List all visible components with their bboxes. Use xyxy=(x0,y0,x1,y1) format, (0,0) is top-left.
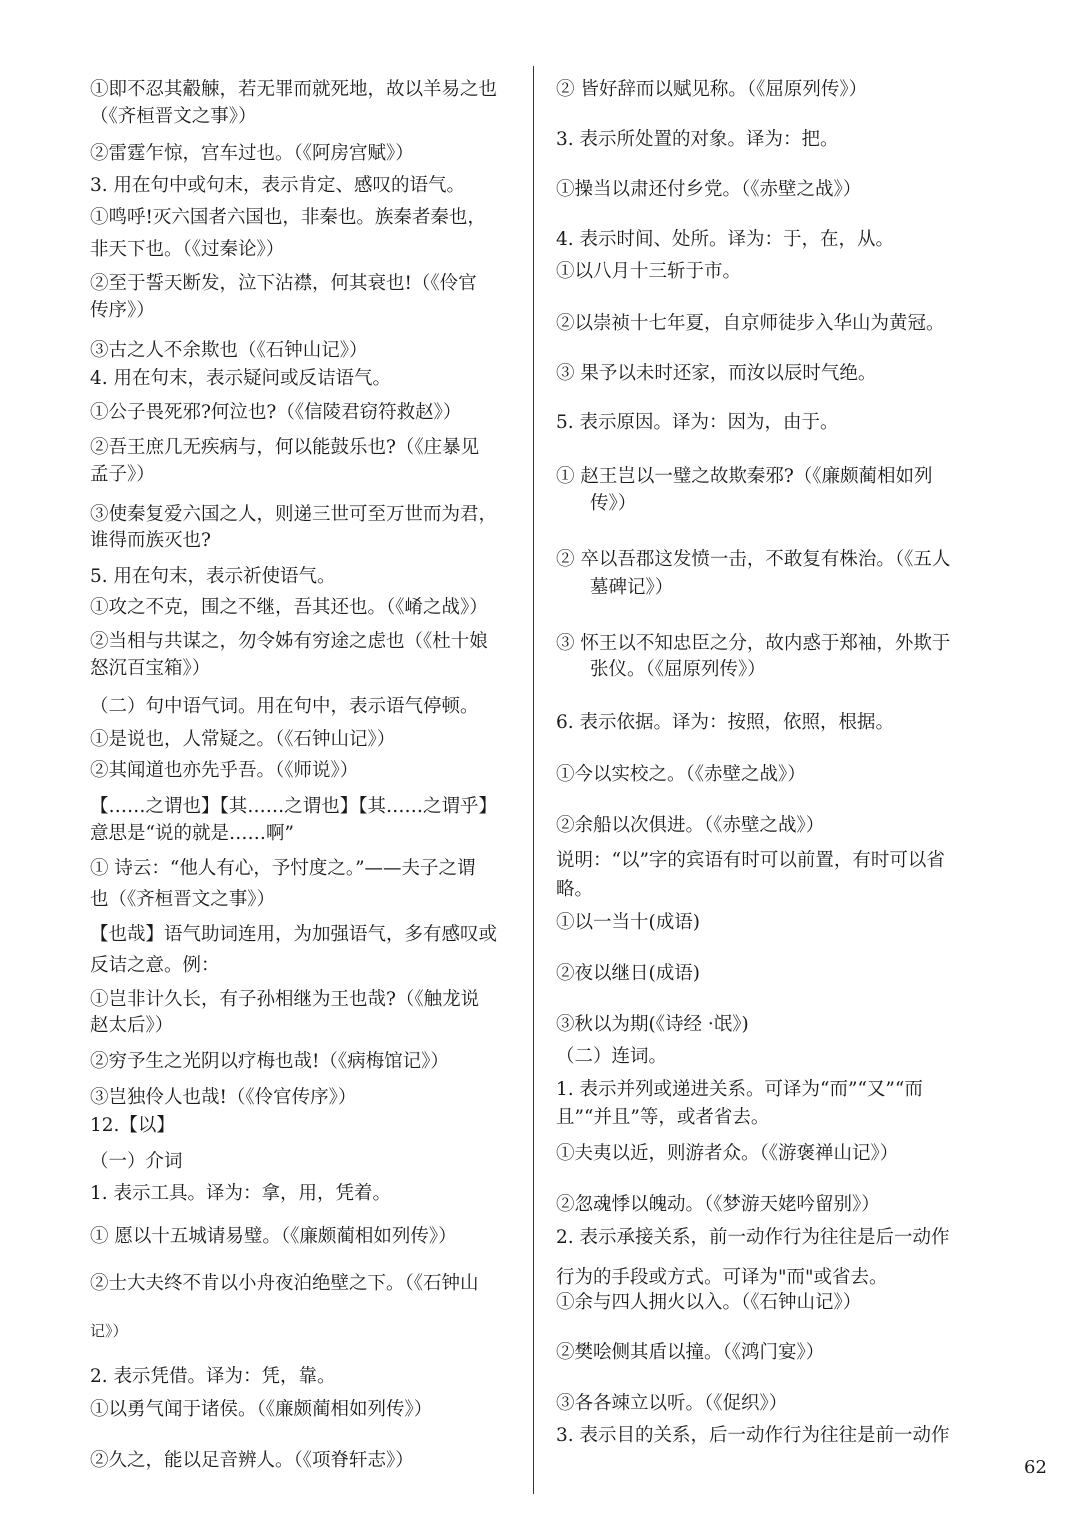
text-line: ①攻之不克，围之不继，吾其还也。（《崤之战》） xyxy=(90,597,488,618)
text-line: 行为的手段或方式。可译为"而"或省去。 xyxy=(556,1267,888,1288)
text-line: ②余船以次俱进。（《赤壁之战》） xyxy=(556,815,825,836)
text-line: 非天下也。（《过秦论》） xyxy=(90,239,285,260)
text-line: ③ 怀王以不知忠臣之分，故内惑于郑袖，外欺于 xyxy=(556,633,951,654)
text-line: ①以勇气闻于诸侯。（《廉颇蔺相如列传》） xyxy=(90,1399,433,1420)
text-line: ①夫夷以近，则游者众。（《游褒禅山记》） xyxy=(556,1143,899,1164)
text-line: 孟子》） xyxy=(90,464,155,485)
section-heading: （一）介词 xyxy=(90,1151,183,1172)
text-line: 3. 表示目的关系，后一动作行为往往是前一动作 xyxy=(556,1425,950,1446)
text-line: ①今以实校之。（《赤壁之战》） xyxy=(556,764,806,785)
text-line: 墓碑记》） xyxy=(590,577,674,598)
text-line: 传序》） xyxy=(90,300,155,321)
text-line: ② 卒以吾郡这发愤一击，不敢复有株治。（《五人 xyxy=(556,549,951,570)
text-line: ②至于誓天断发，泣下沾襟，何其衰也!（《伶官 xyxy=(90,273,477,294)
text-line: ① 赵王岂以一璧之故欺秦邪?（《廉颇蔺相如列 xyxy=(556,466,933,487)
section-heading: （二）连词。 xyxy=(556,1046,668,1067)
text-line: ②穷予生之光阴以疗梅也哉!（《病梅馆记》） xyxy=(90,1051,449,1072)
text-line: （《齐桓晋文之事》） xyxy=(90,106,257,127)
text-line: ①是说也，人常疑之。（《石钟山记》） xyxy=(90,729,396,750)
text-line: 说明：“以”字的宾语有时可以前置，有时可以省 xyxy=(556,850,945,871)
text-line: ③ 果予以未时还家，而汝以辰时气绝。 xyxy=(556,363,877,384)
text-line: 2. 表示凭借。译为：凭，靠。 xyxy=(90,1366,336,1387)
text-line: ②夜以继日(成语) xyxy=(556,963,700,984)
column-divider xyxy=(533,66,534,1494)
text-line: ②其闻道也亦先乎吾。（《师说》） xyxy=(90,760,359,781)
text-line: 3. 表示所处置的对象。译为：把。 xyxy=(556,129,839,150)
text-line: 意思是“说的就是……啊” xyxy=(90,823,294,844)
text-line: ③古之人不余欺也（《石钟山记》） xyxy=(90,340,368,361)
text-line: 【……之谓也】【其……之谓也】【其……之谓乎】 xyxy=(90,796,498,817)
text-line: ①鸣呼!灭六国者六国也，非秦也。族秦者秦也， xyxy=(90,207,486,228)
text-line: ①以一当十(成语) xyxy=(556,912,700,933)
text-line: ③秋以为期(《诗经 ·氓》) xyxy=(556,1014,749,1035)
text-line: 1. 表示工具。译为：拿，用，凭着。 xyxy=(90,1183,392,1204)
text-line: 略。 xyxy=(556,879,594,900)
section-heading: 12.【以】 xyxy=(90,1115,175,1136)
text-line: ②忽魂悸以魄动。（《梦游天姥吟留别》） xyxy=(556,1194,880,1215)
text-line: ① 愿以十五城请易璧。（《廉颇蔺相如列传》） xyxy=(90,1226,457,1247)
text-line: 也（《齐桓晋文之事》） xyxy=(90,889,276,910)
text-line: ②以崇祯十七年夏，自京师徒步入华山为黄冠。 xyxy=(556,313,945,334)
section-heading: （二）句中语气词。用在句中，表示语气停顿。 xyxy=(90,696,479,717)
text-line: 5. 用在句末，表示祈使语气。 xyxy=(90,566,336,587)
text-line: ① 诗云：“他人有心，予忖度之。”——夫子之谓 xyxy=(90,858,476,879)
text-line: ②雷霆乍惊，宫车过也。（《阿房宫赋》） xyxy=(90,143,414,164)
text-line: 5. 表示原因。译为：因为，由于。 xyxy=(556,412,839,433)
text-line: 谁得而族灭也? xyxy=(90,530,211,551)
text-line: ①余与四人拥火以入。（《石钟山记》） xyxy=(556,1292,862,1313)
text-line: 6. 表示依据。译为：按照，依照，根据。 xyxy=(556,712,895,733)
text-line: 【也哉】语气助词连用，为加强语气，多有感叹或 xyxy=(90,924,498,945)
text-line: 2. 表示承接关系，前一动作行为往往是后一动作 xyxy=(556,1227,950,1248)
text-line: ①操当以肃还付乡党。（《赤壁之战》） xyxy=(556,179,862,200)
text-line: ②士大夫终不肯以小舟夜泊绝壁之下。（《石钟山 xyxy=(90,1273,479,1294)
text-line: ①公子畏死邪?何泣也?（《信陵君窃符救赵》） xyxy=(90,402,462,423)
page-number: 62 xyxy=(1024,1457,1047,1478)
text-line: ①以八月十三斩于市。 xyxy=(556,261,742,282)
text-line: ②久之，能以足音辨人。（《项脊轩志》） xyxy=(90,1450,414,1471)
text-line: 赵太后》） xyxy=(90,1015,174,1036)
text-line: 怒沉百宝箱》） xyxy=(90,658,211,679)
text-line: 记》） xyxy=(90,1322,128,1340)
text-line: ③各各竦立以听。（《促织》） xyxy=(556,1393,788,1414)
text-line: ③岂独伶人也哉!（《伶官传序》） xyxy=(90,1087,357,1108)
text-line: ①岂非计久长，有子孙相继为王也哉?（《触龙说 xyxy=(90,989,480,1010)
text-line: 1. 表示并列或递进关系。可译为“而”“又”“而 xyxy=(556,1079,923,1100)
text-line: ③使秦复爱六国之人，则递三世可至万世而为君， xyxy=(90,504,498,525)
text-line: 3. 用在句中或句末，表示肯定、感叹的语气。 xyxy=(90,175,466,196)
text-line: ② 皆好辞而以赋见称。（《屈原列传》） xyxy=(556,79,868,100)
text-line: ②当相与共谋之，勿令姊有穷途之虑也（《杜十娘 xyxy=(90,631,488,652)
text-line: ②樊哙侧其盾以撞。（《鸿门宴》） xyxy=(556,1342,825,1363)
text-line: 4. 用在句末，表示疑问或反诘语气。 xyxy=(90,368,392,389)
text-line: 传》） xyxy=(590,493,637,514)
text-line: 且”“并且”等，或者省去。 xyxy=(556,1107,770,1128)
text-line: 4. 表示时间、处所。译为：于，在，从。 xyxy=(556,229,895,250)
text-line: ①即不忍其觳觫，若无罪而就死地，故以羊易之也 xyxy=(90,79,498,100)
text-line: 反诘之意。例： xyxy=(90,955,220,976)
text-line: ②吾王庶几无疾病与，何以能鼓乐也?（《庄暴见 xyxy=(90,437,480,458)
text-line: 张仪。（《屈原列传》） xyxy=(590,659,766,680)
